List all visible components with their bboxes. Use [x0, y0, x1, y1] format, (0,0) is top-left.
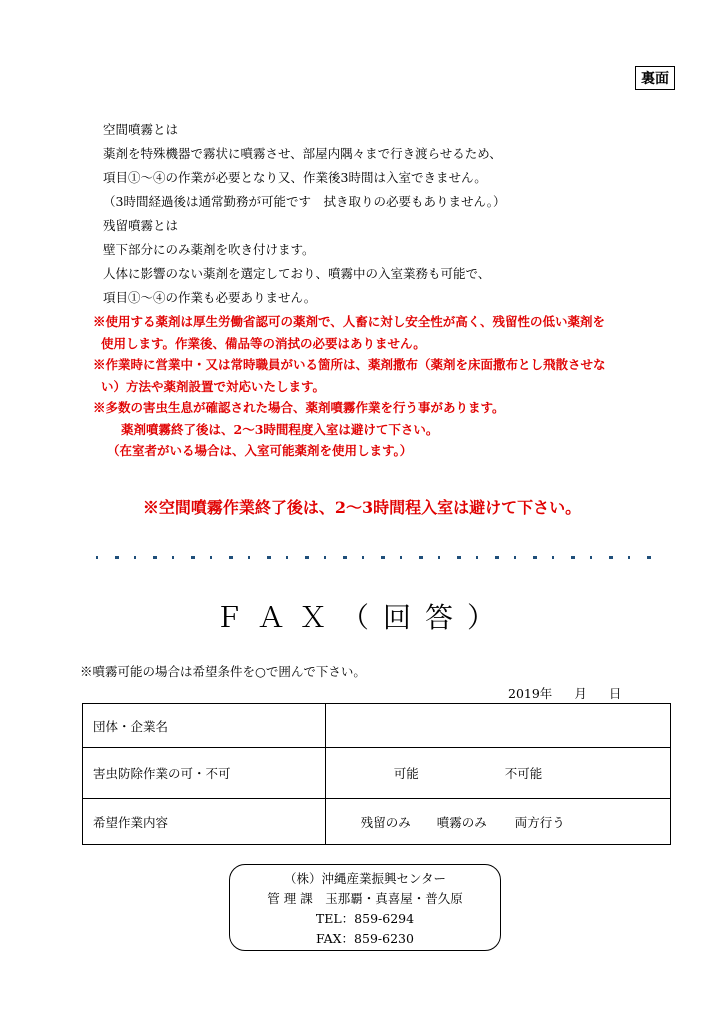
separator-dot — [134, 556, 136, 559]
date-year: 2019年 — [508, 686, 553, 701]
contact-box — [229, 864, 501, 951]
red-notes — [93, 311, 606, 462]
reply-form-table — [82, 703, 671, 845]
contact-fax: FAX：859-6230 — [316, 931, 414, 946]
residual-line-2: 人体に影響のない薬剤を選定しており、噴霧中の入室業務も可能で、 — [103, 266, 491, 281]
separator-dot — [210, 556, 212, 559]
residual-heading: 残留噴霧とは — [103, 218, 179, 233]
separator-dot — [590, 556, 592, 559]
residual-section — [103, 214, 490, 310]
contact-dept: 管 理 課 玉那覇・真喜屋・普久原 — [267, 891, 463, 906]
date-line — [508, 684, 621, 702]
separator-dot — [324, 556, 326, 559]
option-both[interactable]: 両方行う — [514, 814, 565, 830]
red-note-line: い）方法や薬剤設置で対応いたします。 — [101, 378, 326, 394]
fogging-line-2: 項目①～④の作業が必要となり又、作業後3時間は入室できません。 — [103, 170, 487, 185]
dotted-separator — [96, 556, 656, 562]
form-row-company — [83, 704, 671, 748]
red-note-line: 使用します。作業後、備品等の消拭の必要はありません。 — [101, 335, 426, 351]
separator-dot — [419, 556, 423, 559]
red-note-line: ※作業時に営業中・又は常時職員がいる箇所は、薬剤撒布（薬剤を床面撒布とし飛散させな — [93, 357, 606, 372]
contact-company: （株）沖縄産業振興センター — [283, 871, 446, 886]
separator-dot — [248, 556, 250, 559]
separator-dot — [571, 556, 575, 559]
page-side-label: 裏面 — [635, 66, 675, 90]
form-row-work-type — [83, 799, 671, 845]
separator-dot — [305, 556, 309, 559]
availability-options — [325, 748, 670, 799]
separator-dot — [286, 556, 288, 559]
work-type-options — [325, 799, 670, 845]
option-residual-only[interactable]: 残留のみ — [360, 814, 411, 830]
separator-dot — [495, 556, 499, 559]
fax-title: ＦＡＸ（回答） — [214, 601, 509, 634]
red-note-line: ※多数の害虫生息が確認された場合、薬剤噴霧作業を行う事があります。 — [93, 400, 505, 415]
separator-dot — [647, 556, 651, 559]
fogging-section — [103, 118, 505, 214]
separator-dot — [343, 556, 347, 559]
separator-dot — [229, 556, 233, 559]
separator-dot — [400, 556, 402, 559]
separator-dot — [267, 556, 271, 559]
fogging-line-1: 薬剤を特殊機器で霧状に噴霧させ、部屋内隅々まで行き渡らせるため、 — [103, 146, 502, 161]
option-not-possible[interactable]: 不可能 — [504, 766, 543, 781]
separator-dot — [381, 556, 385, 559]
form-label-work-type: 希望作業内容 — [83, 799, 326, 845]
date-month: 月 — [574, 686, 587, 701]
separator-dot — [362, 556, 364, 559]
separator-dot — [153, 556, 157, 559]
form-label-availability: 害虫防除作業の可・不可 — [83, 748, 326, 799]
instruction-text: ※噴霧可能の場合は希望条件を○で囲んで下さい。 — [80, 664, 366, 679]
form-label-company: 団体・企業名 — [83, 704, 326, 748]
separator-dot — [438, 556, 440, 559]
separator-dot — [552, 556, 554, 559]
separator-dot — [533, 556, 537, 559]
date-day: 日 — [608, 686, 622, 701]
company-name-field[interactable] — [325, 704, 670, 748]
option-possible[interactable]: 可能 — [393, 766, 419, 781]
residual-line-3: 項目①～④の作業も必要ありません。 — [103, 290, 317, 305]
separator-dot — [628, 556, 630, 559]
separator-dot — [115, 556, 119, 559]
form-row-availability — [83, 748, 671, 799]
red-note-line: 薬剤噴霧終了後は、2～3時間程度入室は避けて下さい。 — [121, 421, 439, 437]
fogging-heading: 空間噴霧とは — [103, 122, 179, 137]
residual-line-1: 壁下部分にのみ薬剤を吹き付けます。 — [103, 242, 315, 257]
separator-dot — [609, 556, 613, 559]
separator-dot — [476, 556, 478, 559]
warning-banner: ※空間噴霧作業終了後は、2～3時間程入室は避けて下さい。 — [142, 498, 582, 517]
separator-dot — [457, 556, 461, 559]
contact-tel: TEL：859-6294 — [315, 911, 415, 926]
red-note-line: ※使用する薬剤は厚生労働省認可の薬剤で、人畜に対し安全性が高く、残留性の低い薬剤を — [93, 314, 606, 329]
option-fogging-only[interactable]: 噴霧のみ — [436, 814, 487, 830]
separator-dot — [172, 556, 174, 559]
separator-dot — [514, 556, 516, 559]
red-note-line: （在室者がいる場合は、入室可能薬剤を使用します。） — [107, 443, 413, 458]
separator-dot — [191, 556, 195, 559]
separator-dot — [96, 556, 98, 559]
fogging-line-3: （3時間経過後は通常勤務が可能です 拭き取りの必要もありません。） — [103, 194, 506, 209]
